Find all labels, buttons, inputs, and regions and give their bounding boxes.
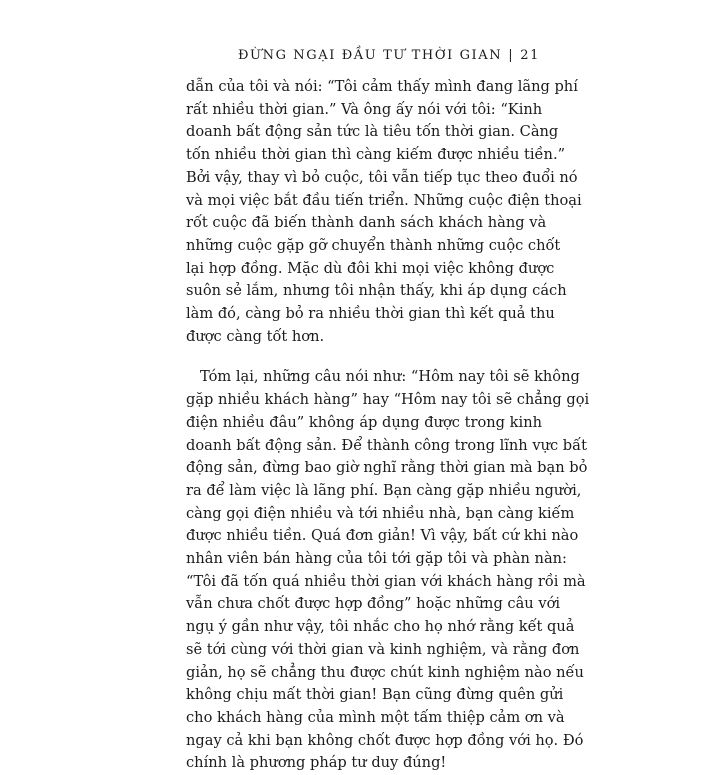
text-line: cho khách hàng của mình một tấm thiệp cảm ơn và <box>186 708 565 726</box>
text-line: điện nhiều đâu” không áp dụng được trong kinh <box>186 413 542 431</box>
text-line: Tóm lại, những câu nói như: “Hôm nay tôi sẽ không <box>200 368 580 386</box>
page-number: 21 <box>520 48 540 63</box>
text-line: được nhiều tiền. Quá đơn giản! Vì vậy, bất cứ khi nào <box>186 527 579 545</box>
paragraph-2 <box>186 366 590 775</box>
chapter-title: ĐỪNG NGẠI ĐẦU TƯ THỜI GIAN <box>237 48 503 63</box>
text-line: Bởi vậy, thay vì bỏ cuộc, tôi vẫn tiếp tục theo đuổi nó <box>186 168 578 186</box>
text-line: chính là phương pháp tư duy đúng! <box>186 754 447 772</box>
text-line: càng gọi điện nhiều và tới nhiều nhà, bạn càng kiếm <box>186 504 575 522</box>
text-line: gặp nhiều khách hàng” hay “Hôm nay tôi sẽ chẳng gọi <box>186 391 590 409</box>
text-line: dẫn của tôi và nói: “Tôi cảm thấy mình đang lãng phí <box>186 78 578 95</box>
text-line: không chịu mất thời gian! Bạn cũng đừng quên gửi <box>186 686 564 704</box>
text-line: rốt cuộc đã biến thành danh sách khách hàng và <box>186 214 547 232</box>
header-separator: | <box>508 48 515 63</box>
text-line: giản, họ sẽ chẳng thu được chút kinh nghiệm nào nếu <box>186 663 584 681</box>
text-line: ra để làm việc là lãng phí. Bạn càng gặp nhiều người, <box>186 481 582 499</box>
body-text <box>186 76 590 775</box>
text-line: sẽ tới cùng với thời gian và kinh nghiệm, và rằng đơn <box>186 640 580 658</box>
text-line: những cuộc gặp gỡ chuyển thành những cuộc chốt <box>186 236 561 254</box>
text-line: “Tôi đã tốn quá nhiều thời gian với khách hàng rồi mà <box>186 572 586 590</box>
text-line: suôn sẻ lắm, nhưng tôi nhận thấy, khi áp dụng cách <box>186 282 567 300</box>
text-line: vẫn chưa chốt được hợp đồng” hoặc những câu với <box>186 595 561 613</box>
text-line: lại hợp đồng. Mặc dù đôi khi mọi việc không được <box>186 259 555 277</box>
paragraph-1 <box>186 76 582 348</box>
text-line: ngay cả khi bạn không chốt được hợp đồng với họ. Đó <box>186 731 584 749</box>
text-line: doanh bất động sản tức là tiêu tốn thời gian. Càng <box>186 123 559 141</box>
text-line: rất nhiều thời gian.” Và ông ấy nói với tôi: “Kinh <box>186 100 543 118</box>
running-header <box>238 48 540 63</box>
text-line: tốn nhiều thời gian thì càng kiếm được nhiều tiền.” <box>186 146 566 164</box>
text-line: động sản, đừng bao giờ nghĩ rằng thời gian mà bạn bỏ <box>186 459 588 477</box>
text-line: nhân viên bán hàng của tôi tới gặp tôi và phàn nàn: <box>186 550 567 568</box>
text-line: được càng tốt hơn. <box>186 327 325 345</box>
text-line: và mọi việc bắt đầu tiến triển. Những cuộc điện thoại <box>186 191 582 209</box>
text-line: ngụ ý gần như vậy, tôi nhắc cho họ nhớ rằng kết quả <box>186 618 575 636</box>
text-line: làm đó, càng bỏ ra nhiều thời gian thì kết quả thu <box>186 305 555 323</box>
text-line: doanh bất động sản. Để thành công trong lĩnh vực bất <box>186 436 587 454</box>
